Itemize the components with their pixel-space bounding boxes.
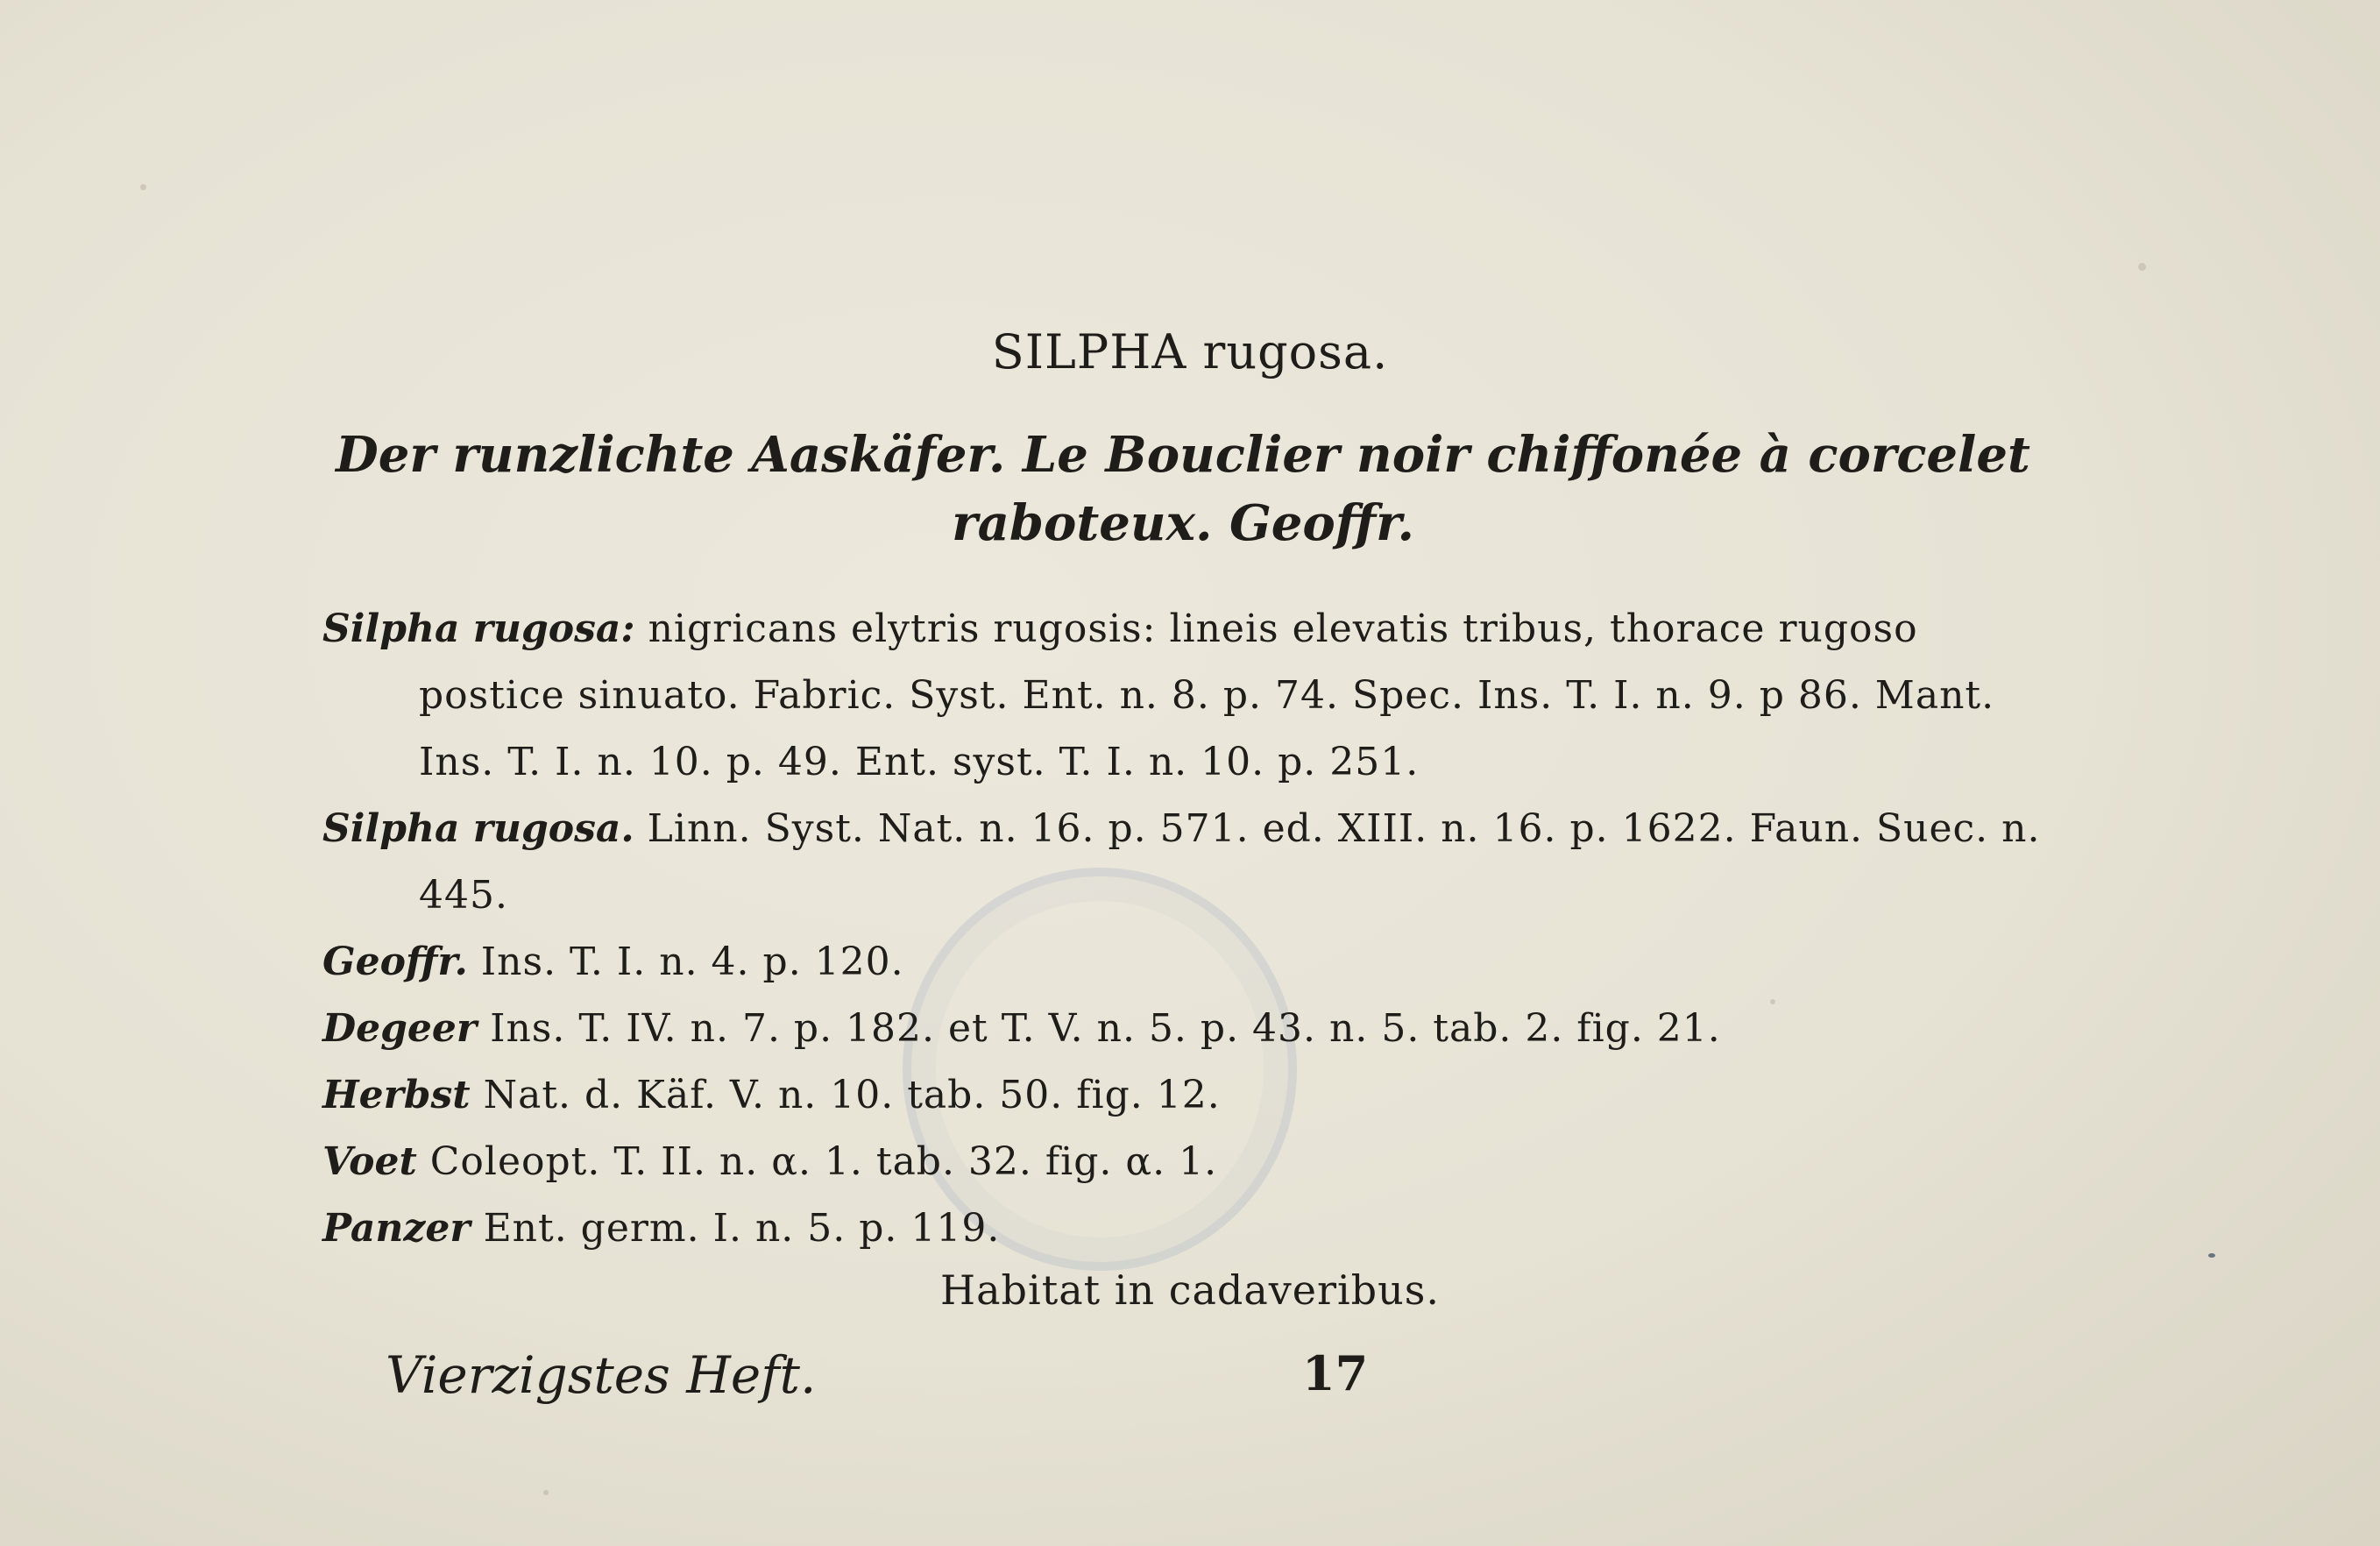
paper-speck — [2208, 1253, 2215, 1258]
reference-entry — [322, 1062, 2066, 1129]
paper-speck — [2138, 263, 2146, 271]
common-names-line-1: Der runzlichte Aaskäfer. Le Bouclier noir chiffonée à corcelet — [336, 426, 2030, 484]
reference-text: Ins. T. I. n. 4. p. 120. — [467, 940, 904, 984]
reference-list — [322, 596, 2066, 1262]
signature-mark: Vierzigstes Heft. — [386, 1345, 817, 1405]
reference-entry — [322, 929, 2066, 996]
reference-entry — [322, 796, 2066, 929]
page-number: 17 — [1302, 1345, 1369, 1401]
reference-author: Silpha rugosa. — [322, 806, 634, 851]
reference-author: Voet — [322, 1139, 417, 1184]
reference-text: Coleopt. T. II. n. α. 1. tab. 32. fig. α. 1. — [416, 1139, 1218, 1184]
reference-entry — [322, 1129, 2066, 1195]
reference-text: Ins. T. IV. n. 7. p. 182. et T. V. n. 5. p. 43. n. 5. tab. 2. fig. 21. — [477, 1006, 1721, 1051]
paper-speck — [140, 184, 146, 190]
reference-author: Geoffr. — [322, 940, 468, 984]
reference-entry — [322, 996, 2066, 1062]
reference-text: Ent. germ. I. n. 5. p. 119. — [470, 1206, 1001, 1251]
reference-entry — [322, 596, 2066, 796]
reference-author: Silpha rugosa: — [322, 606, 635, 651]
reference-author: Herbst — [322, 1073, 471, 1117]
reference-author: Panzer — [322, 1206, 471, 1251]
common-names-line-2: raboteux. Geoffr. — [952, 494, 1414, 552]
paper-speck — [543, 1490, 549, 1495]
reference-author: Degeer — [322, 1006, 478, 1051]
species-title: SILPHA rugosa. — [991, 324, 1389, 379]
common-names — [333, 421, 2033, 557]
reference-entry — [322, 1195, 2066, 1262]
reference-text: Linn. Syst. Nat. n. 16. p. 571. ed. XIII. n. 16. p. 1622. Faun. Suec. n. 445. — [419, 806, 2041, 918]
reference-text: nigricans elytris rugosis: lineis elevatis tribus, thorace rugoso postice sinuato. Fabric. Syst. Ent. n. 8. p. 74. Spec. Ins. T. I. n. 9. p 86. Mant. Ins. T. I. n. 10. p. 49. Ent. syst. T. I. n. 10. p. 251. — [419, 606, 1995, 784]
reference-text: Nat. d. Käf. V. n. 10. tab. 50. fig. 12. — [470, 1073, 1221, 1117]
habitat-line: Habitat in cadaveribus. — [940, 1266, 1440, 1314]
